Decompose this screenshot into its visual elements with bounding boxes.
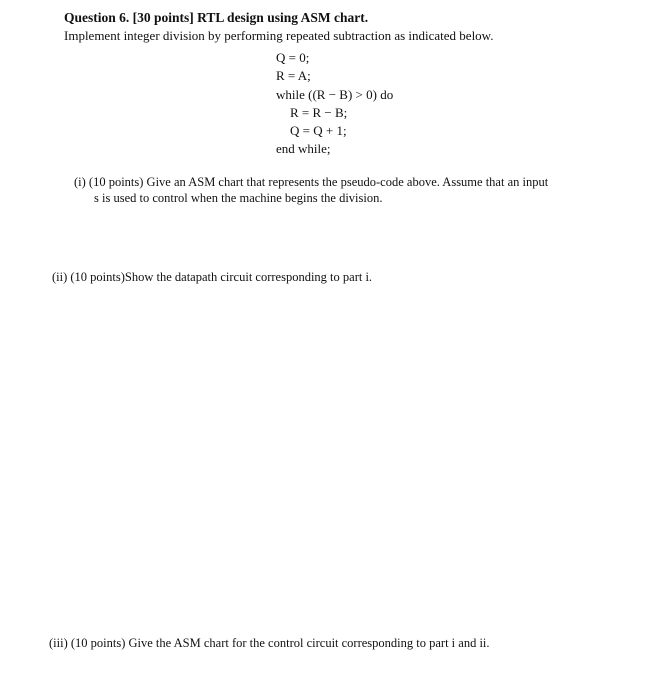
part-ii: (ii) (10 points)Show the datapath circuit corresponding to part i. bbox=[52, 270, 373, 284]
part-i-line-1: (i) (10 points) Give an ASM chart that represents the pseudo-code above. Assume that an input bbox=[74, 175, 549, 189]
pseudocode-line-3: while ((R − B) > 0) do bbox=[276, 87, 394, 102]
part-i-line-2: s is used to control when the machine begins the division. bbox=[94, 191, 383, 205]
pseudocode-line-4: R = R − B; bbox=[290, 105, 348, 120]
pseudocode-line-2: R = A; bbox=[276, 68, 311, 83]
question-intro: Implement integer division by performing repeated subtraction as indicated below. bbox=[64, 28, 494, 43]
pseudocode-line-5: Q = Q + 1; bbox=[290, 123, 347, 138]
pseudocode-line-6: end while; bbox=[276, 141, 331, 156]
part-iii: (iii) (10 points) Give the ASM chart for the control circuit corresponding to part i and ii. bbox=[49, 636, 490, 650]
pseudocode-line-1: Q = 0; bbox=[276, 50, 310, 65]
question-title: Question 6. [30 points] RTL design using ASM chart. bbox=[64, 10, 369, 25]
